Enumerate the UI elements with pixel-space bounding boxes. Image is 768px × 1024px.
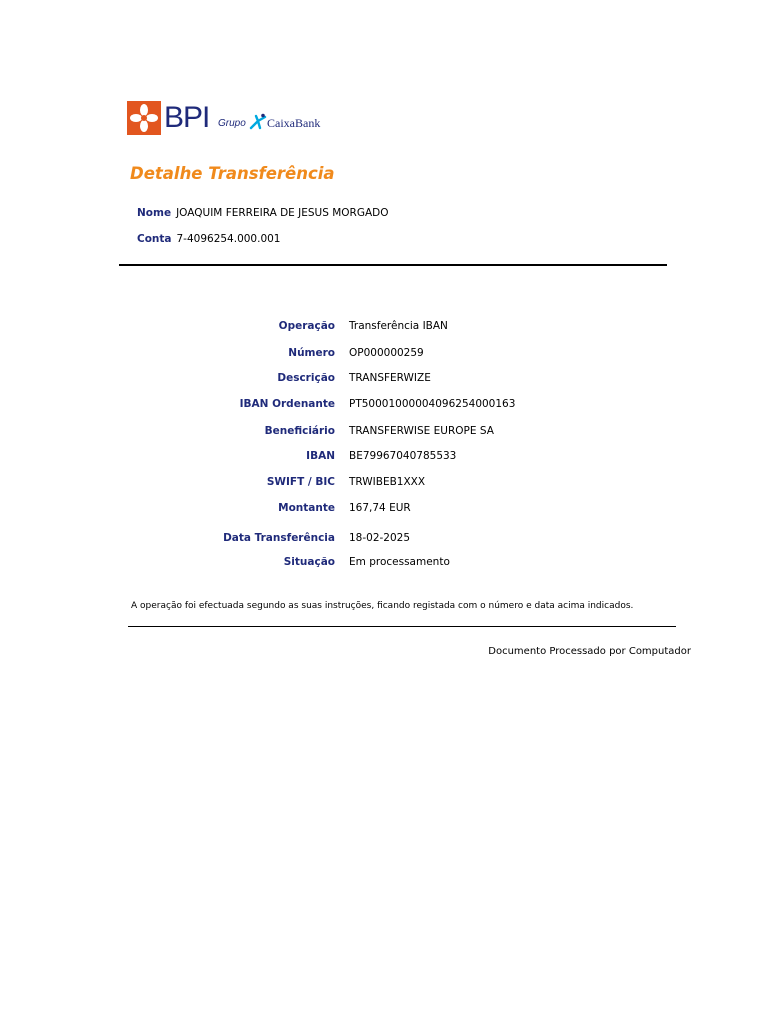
account-value: 7-4096254.000.001 <box>176 233 281 245</box>
account-row <box>137 233 281 245</box>
detail-label-data-transferencia: Data Transferência <box>223 532 335 544</box>
detail-value-situacao: Em processamento <box>349 556 450 568</box>
detail-value-iban: BE79967040785533 <box>349 450 457 462</box>
detail-value-operacao: Transferência IBAN <box>349 320 448 332</box>
caixabank-wordmark: CaixaBank <box>267 116 321 130</box>
detail-label-iban-ordenante: IBAN Ordenante <box>239 398 335 410</box>
detail-label-operacao: Operação <box>278 320 335 332</box>
detail-label-montante: Montante <box>278 502 335 514</box>
detail-value-iban-ordenante: PT50001000004096254000163 <box>349 398 516 410</box>
detail-value-beneficiario: TRANSFERWISE EUROPE SA <box>349 425 494 437</box>
detail-label-situacao: Situação <box>283 556 335 568</box>
footer-divider <box>128 626 676 627</box>
name-row <box>137 207 389 219</box>
header-divider <box>119 264 667 266</box>
detail-label-swift-bic: SWIFT / BIC <box>266 476 335 488</box>
processed-by-note: Documento Processado por Computador <box>488 646 691 657</box>
operation-note: A operação foi efectuada segundo as suas instruções, ficando registada com o número e data acima indicados. <box>131 601 634 611</box>
page-title: Detalhe Transferência <box>130 164 335 183</box>
bpi-flower-icon <box>127 101 161 135</box>
detail-label-numero: Número <box>288 347 335 359</box>
detail-value-data-transferencia: 18-02-2025 <box>349 532 411 544</box>
detail-value-descricao: TRANSFERWIZE <box>349 372 431 384</box>
detail-value-montante: 167,74 EUR <box>349 502 411 514</box>
account-label: Conta <box>137 233 172 245</box>
detail-label-descricao: Descrição <box>277 372 335 384</box>
detail-label-iban: IBAN <box>306 450 335 462</box>
name-value: JOAQUIM FERREIRA DE JESUS MORGADO <box>176 207 389 219</box>
detail-value-swift-bic: TRWIBEB1XXX <box>349 476 426 488</box>
bpi-wordmark: BPI <box>164 101 210 134</box>
detail-label-beneficiario: Beneficiário <box>264 425 335 437</box>
caixabank-star-icon <box>248 112 268 132</box>
grupo-label: Grupo <box>218 118 246 129</box>
name-label: Nome <box>137 207 172 219</box>
detail-value-numero: OP000000259 <box>349 347 424 359</box>
